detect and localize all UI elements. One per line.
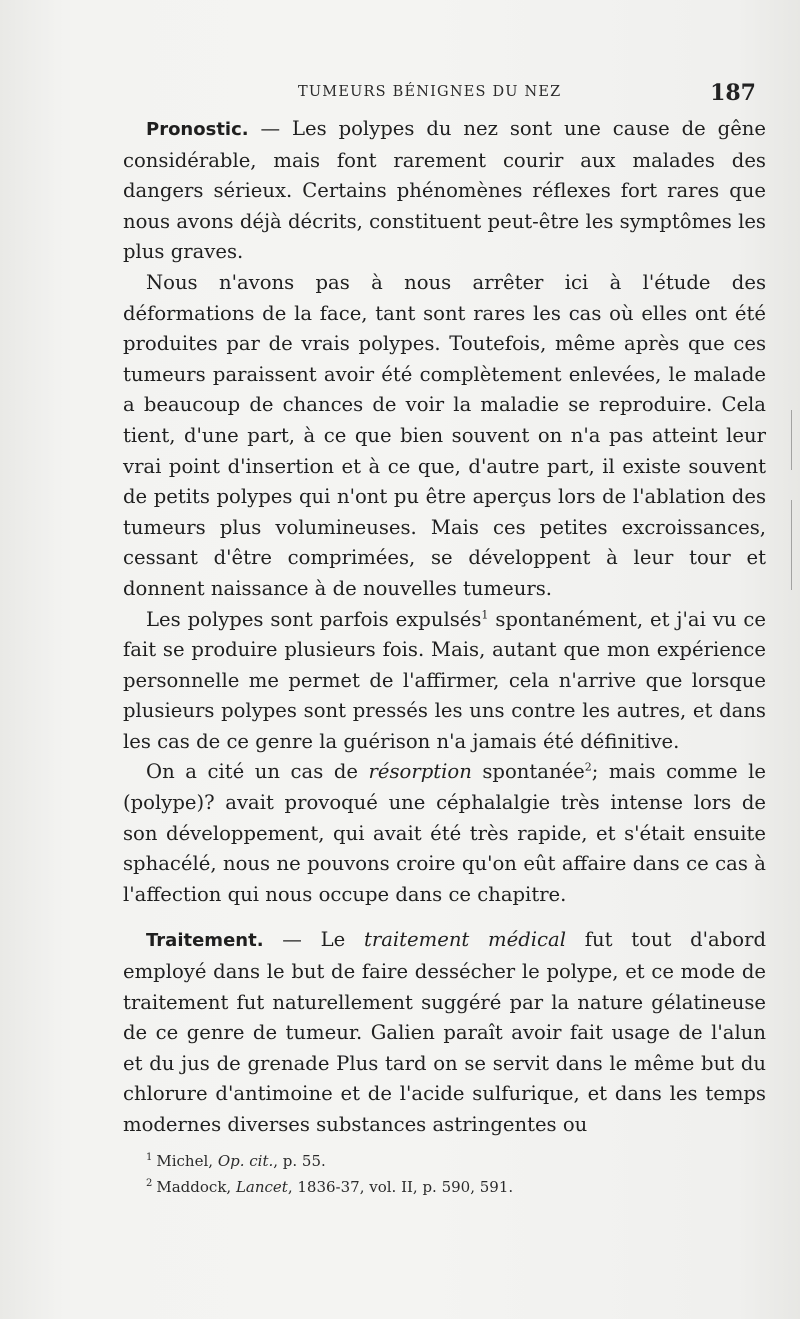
footnote-ref-1: 1 xyxy=(481,607,489,621)
main-text xyxy=(123,114,766,1141)
footnote-detail: , p. 55. xyxy=(273,1152,326,1170)
footnote-ref-2: 2 xyxy=(584,760,592,774)
paragraph-resorption xyxy=(123,757,766,910)
footnote-source: Lancet xyxy=(235,1178,288,1196)
heading-traitement: Traitement. xyxy=(146,930,264,952)
paragraph-traitement-end: fut tout d'abord employé dans le but de faire dessécher le polype, et ce mode de traitement fut naturellement suggéré par la nature gélatineuse de ce genre de tumeur. Galien paraît avoir fait usage de l'alun et du jus de grenade Plus tard on se servit dans le même but du chlorure d'antimoine et de l'acide sulfurique, et dans les temps modernes diverses substances astringentes ou xyxy=(123,928,766,1136)
page-edge-mark xyxy=(791,500,792,590)
page-number: 187 xyxy=(710,80,756,106)
footnote-number: 2 xyxy=(146,1178,153,1189)
footnote-source: Op. cit. xyxy=(217,1152,274,1170)
emphasis-resorption: résorption xyxy=(368,760,472,784)
heading-pronostic: Pronostic. xyxy=(146,119,249,140)
footnote-2 xyxy=(146,1174,746,1200)
footnotes xyxy=(146,1148,746,1200)
paragraph-traitement xyxy=(123,925,766,1140)
paragraph-expulsion xyxy=(123,605,766,758)
paragraph-traitement-start: — Le xyxy=(263,928,364,952)
paragraph-resorption-end: ; mais comme le (polype)? avait provoqué une céphalalgie très intense lors de son développement, qui avait été très rapide, et s'était ensuite sphacélé, nous ne pouvons croire qu'on eût affaire dans ce cas à l'affection qui nous occupe dans ce chapitre. xyxy=(123,760,767,906)
paragraph-resorption-start: On a cité un cas de xyxy=(146,760,369,784)
paragraph-resorption-middle: spontanée xyxy=(471,760,585,784)
paragraph-expulsion-end: spontanément, et j'ai vu ce fait se produire plusieurs fois. Mais, autant que mon expérience personnelle me permet de l'affirmer, cela n'arrive que lorsque plusieurs polypes sont pressés les uns contre les autres, et dans les cas de ce genre la guérison n'a jamais été définitive. xyxy=(123,607,766,753)
paragraph-deformations xyxy=(123,268,766,605)
footnote-author: Maddock, xyxy=(156,1178,236,1196)
paragraph-pronostic-text: — Les polypes du nez sont une cause de gêne considérable, mais font rarement courir aux malades des dangers sérieux. Certains phénomènes réflexes fort rares que nous avons déjà décrits, constituent peut-être les symptômes les plus graves. xyxy=(123,117,766,264)
paragraph-pronostic xyxy=(123,114,766,268)
footnote-detail: , 1836-37, vol. II, p. 590, 591. xyxy=(287,1178,514,1196)
page-edge-mark xyxy=(791,410,792,470)
footnote-author: Michel, xyxy=(156,1152,218,1170)
emphasis-traitement-medical: traitement médical xyxy=(363,928,566,952)
footnote-number: 1 xyxy=(146,1152,153,1163)
running-title: TUMEURS BÉNIGNES DU NEZ xyxy=(298,84,562,100)
paragraph-deformations-text: Nous n'avons pas à nous arrêter ici à l'étude des déformations de la face, tant sont rares les cas où elles ont été produites par de vrais polypes. Toutefois, même après que ces tumeurs paraissent avoir été complètement enlevées, le malade a beaucoup de chances de voir la maladie se reproduire. Cela tient, d'une part, à ce que bien souvent on n'a pas atteint leur vrai point d'insertion et à ce que, d'autre part, il existe souvent de petits polypes qui n'ont pu être aperçus lors de l'ablation des tumeurs plus volumineuses. Mais ces petites excroissances, cessant d'être comprimées, se développent à leur tour et donnent naissance à de nouvelles tumeurs. xyxy=(123,270,766,600)
footnote-1 xyxy=(146,1148,746,1174)
paragraph-expulsion-start: Les polypes sont parfois expulsés xyxy=(146,607,482,631)
